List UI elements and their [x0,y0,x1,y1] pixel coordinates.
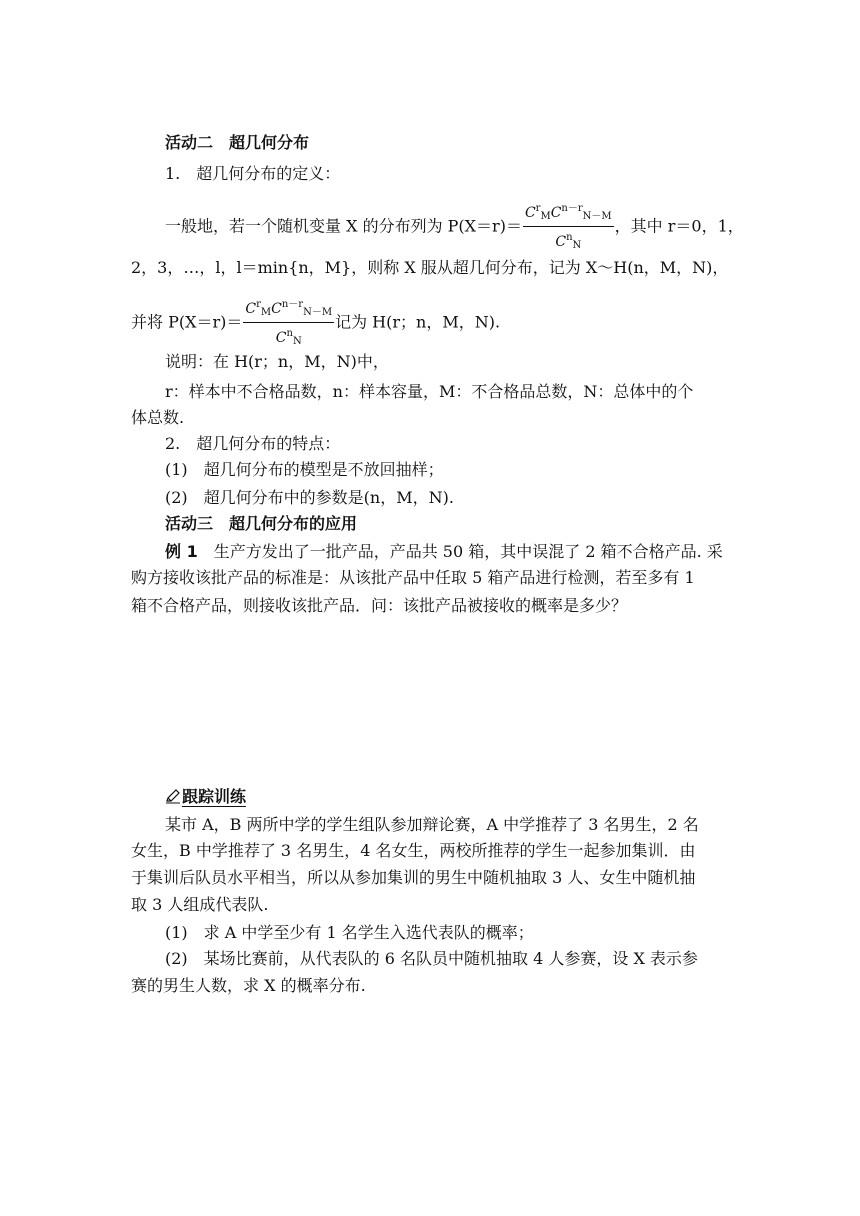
practice-heading [165,787,246,807]
practice-line-2: 女生，B 中学推荐了 3 名男生，4 名女生，两校所推荐的学生一起参加集训．由 [131,841,696,860]
example-text-1: 生产方发出了一批产品，产品共 50 箱，其中误混了 2 箱不合格产品. 采 [197,542,723,561]
definition-text-d: 记为 H(r；n，M，N). [335,312,501,332]
example-label: 例 1 [165,542,198,561]
definition-text-c: 并将 P(X＝r)＝ [131,312,243,332]
definition-line-1 [165,200,744,254]
practice-line-1: 某市 A，B 两所中学的学生组队参加辩论赛，A 中学推荐了 3 名男生，2 名 [165,815,699,834]
hypergeometric-fraction-1: $\frac{C^r_MC^{n-r}_{N-M}}{C^n_N}$ [523,200,614,254]
feature-2: (2) 超几何分布中的参数是(n，M，N). [165,488,454,507]
definition-text-a: 一般地，若一个随机变量 X 的分布列为 P(X＝r)＝ [165,216,522,236]
example-line-1 [165,542,723,562]
activity2-title: 活动二 超几何分布 [165,133,310,152]
pencil-icon [165,788,181,804]
note-line-3: 体总数. [131,408,185,427]
question-1: (1) 求 A 中学至少有 1 名学生入选代表队的概率； [165,923,534,942]
activity3-title: 活动三 超几何分布的应用 [165,514,358,533]
definition-line-3 [131,296,500,350]
features-heading: 2. 超几何分布的特点： [165,434,341,453]
hypergeometric-fraction-2: $\frac{C^r_MC^{n-r}_{N-M}}{C^n_N}$ [243,296,334,350]
note-line-2: r：样本中不合格品数，n：样本容量，M：不合格品总数，N：总体中的个 [165,382,694,401]
definition-text-b: ，其中 r＝0，1， [614,216,744,236]
practice-line-3: 于集训后队员水平相当，所以从参加集训的男生中随机抽取 3 人、女生中随机抽 [131,868,696,887]
note-line-1: 说明：在 H(r；n，M，N)中， [165,352,389,371]
example-line-2: 购方接收该批产品的标准是：从该批产品中任取 5 箱产品进行检测，若至多有 1 [131,568,695,587]
example-line-3: 箱不合格产品，则接收该批产品．问：该批产品被接收的概率是多少？ [131,596,628,615]
question-2-line-1: (2) 某场比赛前，从代表队的 6 名队员中随机抽取 4 人参赛，设 X 表示参 [165,949,698,968]
definition-heading: 1. 超几何分布的定义： [165,164,341,183]
practice-title: 跟踪训练 [182,787,247,806]
question-2-line-2: 赛的男生人数，求 X 的概率分布. [131,976,366,995]
feature-1: (1) 超几何分布的模型是不放回抽样； [165,460,444,479]
practice-line-4: 取 3 人组成代表队. [131,895,269,914]
definition-line-2: 2，3，…，l，l＝min{n，M}，则称 X 服从超几何分布，记为 X～H(n，M，N)， [131,258,729,277]
